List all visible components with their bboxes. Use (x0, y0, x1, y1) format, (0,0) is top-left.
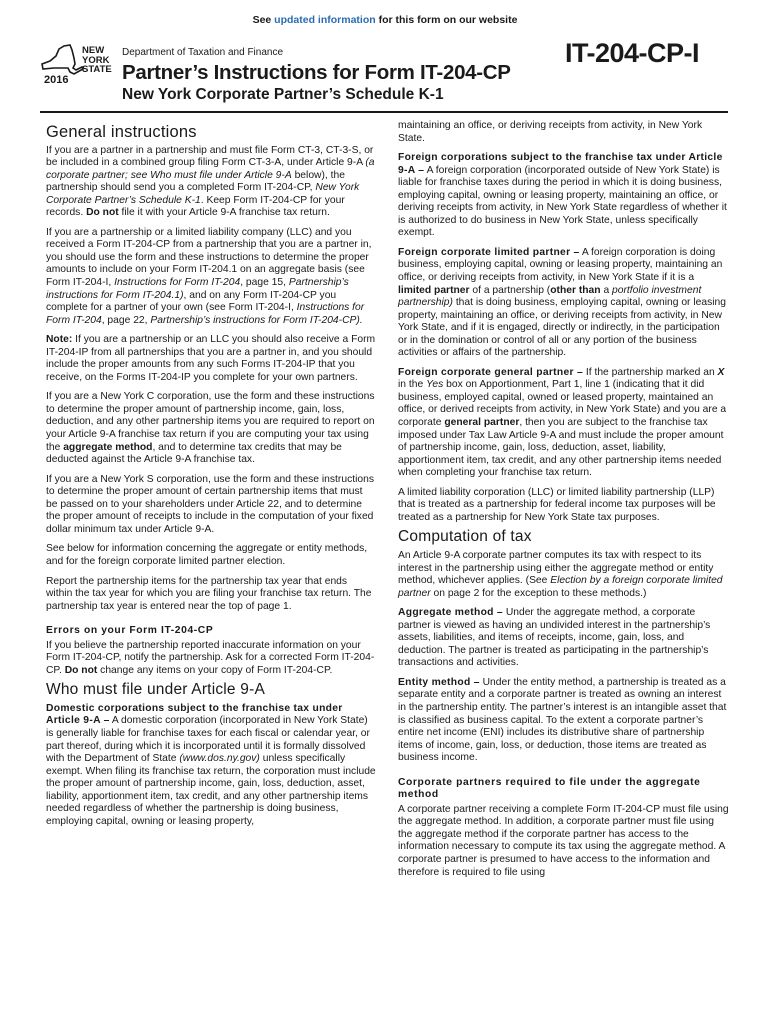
nys-logo (40, 44, 116, 90)
paragraph: See below for information concerning the aggregate or entity methods, and for the foreign corporate limited partner election. (46, 543, 368, 567)
paragraph: If you are a partnership or a limited liability company (LLC) and you received a Form IT-204-CP from a partnership that you are a partner in, you should use the form and these instructions to determine the proper amounts to include on your Form IT-204.1 on an aggregate basis (see Form IT-204-I, Instructions for Form IT-204, page 15, Partnership’s instructions for Form IT-204.1), and on any Form IT-204-CP you complete for a partner of your own (see Form IT-204-I, Instructions for Form IT-204, page 22, Partnership’s instructions for Form IT-204-CP). (46, 226, 372, 326)
paragraph: A limited liability corporation (LLC) or limited liability partnership (LLP) that is treated as a partnership for federal income tax purposes will be treated as a partnership for New York State tax purposes. (398, 486, 716, 523)
department-name: Department of Taxation and Finance (122, 47, 284, 58)
paragraph: Foreign corporate general partner – If the partnership marked an X in the Yes box on Apportionment, Part 1, line 1 (indicating that it did business, employed capital, owned or leased property, maintained an office, or derived receipts from activity, in New York State) and you are a corporate general partner, then you are subject to the franchise tax imposed under Tax Law Article 9-A and must include the proper amount of partnership income, gain, loss, deduction, asset, liability, apportionment item, tax credit, and any other partnership items needed when completing your franchise tax return. (398, 366, 727, 479)
paragraph: If you are a partner in a partnership and must file Form CT-3, CT-3-S, or be included in a combined group filing Form CT-3-A, under Article 9-A (a corporate partner; see Who must file under Article 9-A below), the partnership should send you a completed Form IT-204-CP, New York Corporate Partner’s Schedule K-1. Keep Form IT-204-CP for your records. Do not file it with your Article 9-A franchise tax return. (46, 144, 375, 219)
errors-heading: Errors on your Form IT-204-CP (46, 625, 214, 637)
paragraph: Aggregate method – Under the aggregate method, a corporate partner is viewed as having an undivided interest in the partnership’s assets, liabilities, and items of receipts, income, gain, loss, and deduction. The partner is treated as participating in the partnership’s transactions and activities. (398, 607, 711, 669)
notice-prefix: See (252, 14, 272, 26)
paragraph: maintaining an office, or deriving receipts from activity, in New York State. (398, 120, 703, 144)
website-notice (0, 14, 770, 26)
general-instructions-heading: General instructions (46, 123, 197, 141)
state-name (82, 46, 122, 75)
state-line-2: YORK (82, 54, 110, 66)
paragraph: If you are a New York S corporation, use the form and these instructions to determine the proper amount of certain partnership items that must be passed on to your shareholders under Article 22, and to determine the proper amount of receipts to include in the computation of your fixed dollar minimum tax under Article 9-A. (46, 473, 374, 535)
who-must-file-heading: Who must file under Article 9-A (46, 681, 265, 699)
state-map-icon (40, 44, 84, 76)
paragraph: An Article 9-A corporate partner computes its tax with respect to its interest in the partnership using either the aggregate method or entity method, whichever applies. (See Election by a foreign corporate limited partner on page 2 for the exception to these methods.) (398, 549, 723, 599)
state-line-3: STATE (82, 64, 112, 75)
header-divider (40, 111, 728, 113)
note-paragraph: Note: If you are a partnership or an LLC you should also receive a Form IT-204-IP from all partnerships that you are a partner in, and you should include the proper amounts from any such Forms IT-204-IP that you receive, on the Forms IT-204-IP you complete for your own partners. (46, 334, 376, 383)
paragraph: Entity method – Under the entity method, a partnership is treated as a separate entity and a corporate partner is treated as owning an interest in the partnership entity. The partner’s interest is an intangible asset that is classified as business capital. To the extent a corporate partner’s entire net income (ENI) includes its distributive share of partnership items of income, gain, loss, or deduction, those items are treated as business income. (398, 676, 727, 764)
form-number: IT-204-CP-I (565, 38, 700, 68)
notice-suffix: for this form on our website (378, 14, 518, 26)
paragraph: Domestic corporations subject to the franchise tax under Article 9-A – A domestic corporation (incorporated in New York State) is generally liable for franchise taxes for each fiscal or calendar year, or part thereof, during which it is incorporated until it is formally dissolved with the Department of State (www.dos.ny.gov) unless specifically exempt. When filing its franchise tax return, the corporation must include the proper amount of partnership income, gain, loss, deduction, asset, liability, apportionment item, tax credit, and any other partnership items needed regardless of whether the partnership is doing business, employing capital, owning or leasing property, (46, 702, 376, 827)
aggregate-required-heading: Corporate partners required to file under the aggregate method (398, 776, 701, 801)
tax-year: 2016 (44, 74, 69, 86)
paragraph: Foreign corporate limited partner – A foreign corporation is doing business, employing capital, owning or leasing property, maintaining an office, or deriving receipts from activity, in New York State if it is a limited partner of a partnership (other than a portfolio investment partnership) that is doing business, employing capital, owning or leasing property, maintaining an office, or deriving receipts from activity, in New York State, and if it is engaged, directly or indirectly, in the participation or in the domination or control of all or any portion of the business activities or affairs of the partnership. (398, 246, 726, 359)
page-title: Partner’s Instructions for Form IT-204-CP (122, 61, 511, 84)
computation-heading: Computation of tax (398, 528, 532, 546)
paragraph: A corporate partner receiving a complete Form IT-204-CP must file using the aggregate method. In addition, a corporate partner must file using the aggregate method if the corporate partner has access to the information necessary to compute its tax using the aggregate method. A corporate partner is presumed to have access to the information and therefore is required to file using (398, 803, 729, 878)
paragraph: If you believe the partnership reported inaccurate information on your Form IT-204-CP, notify the partnership. Ask for a corrected Form IT-204-CP. Do not change any items on your copy of Form IT-204-CP. (46, 639, 375, 676)
state-line-1: NEW (82, 45, 105, 56)
right-column (398, 120, 730, 886)
updated-information-link[interactable]: updated information (274, 14, 376, 26)
page-subtitle: New York Corporate Partner’s Schedule K-1 (122, 86, 444, 103)
left-column (46, 120, 376, 835)
paragraph: Foreign corporations subject to the franchise tax under Article 9-A – A foreign corporation (incorporated outside of New York State) is liable for franchise taxes during the period in which it is doing business, employing capital, owning or leasing property, maintaining an office, or deriving receipts from activity, in New York State regardless of whether it is authorized to do business in New York State, unless specifically exempt. (398, 152, 727, 239)
paragraph: Report the partnership items for the partnership tax year that ends within the tax year for which you are filing your franchise tax return. The partnership tax year is entered near the top of page 1. (46, 575, 372, 612)
paragraph: If you are a New York C corporation, use the form and these instructions to determine the proper amount of partnership income, gain, loss, deduction, and any other partnership items you are required to report on your Article 9-A franchise tax return if you are computing your tax using the aggregate method, and to determine tax credits that may be deducted against the Article 9-A franchise tax. (46, 391, 375, 466)
